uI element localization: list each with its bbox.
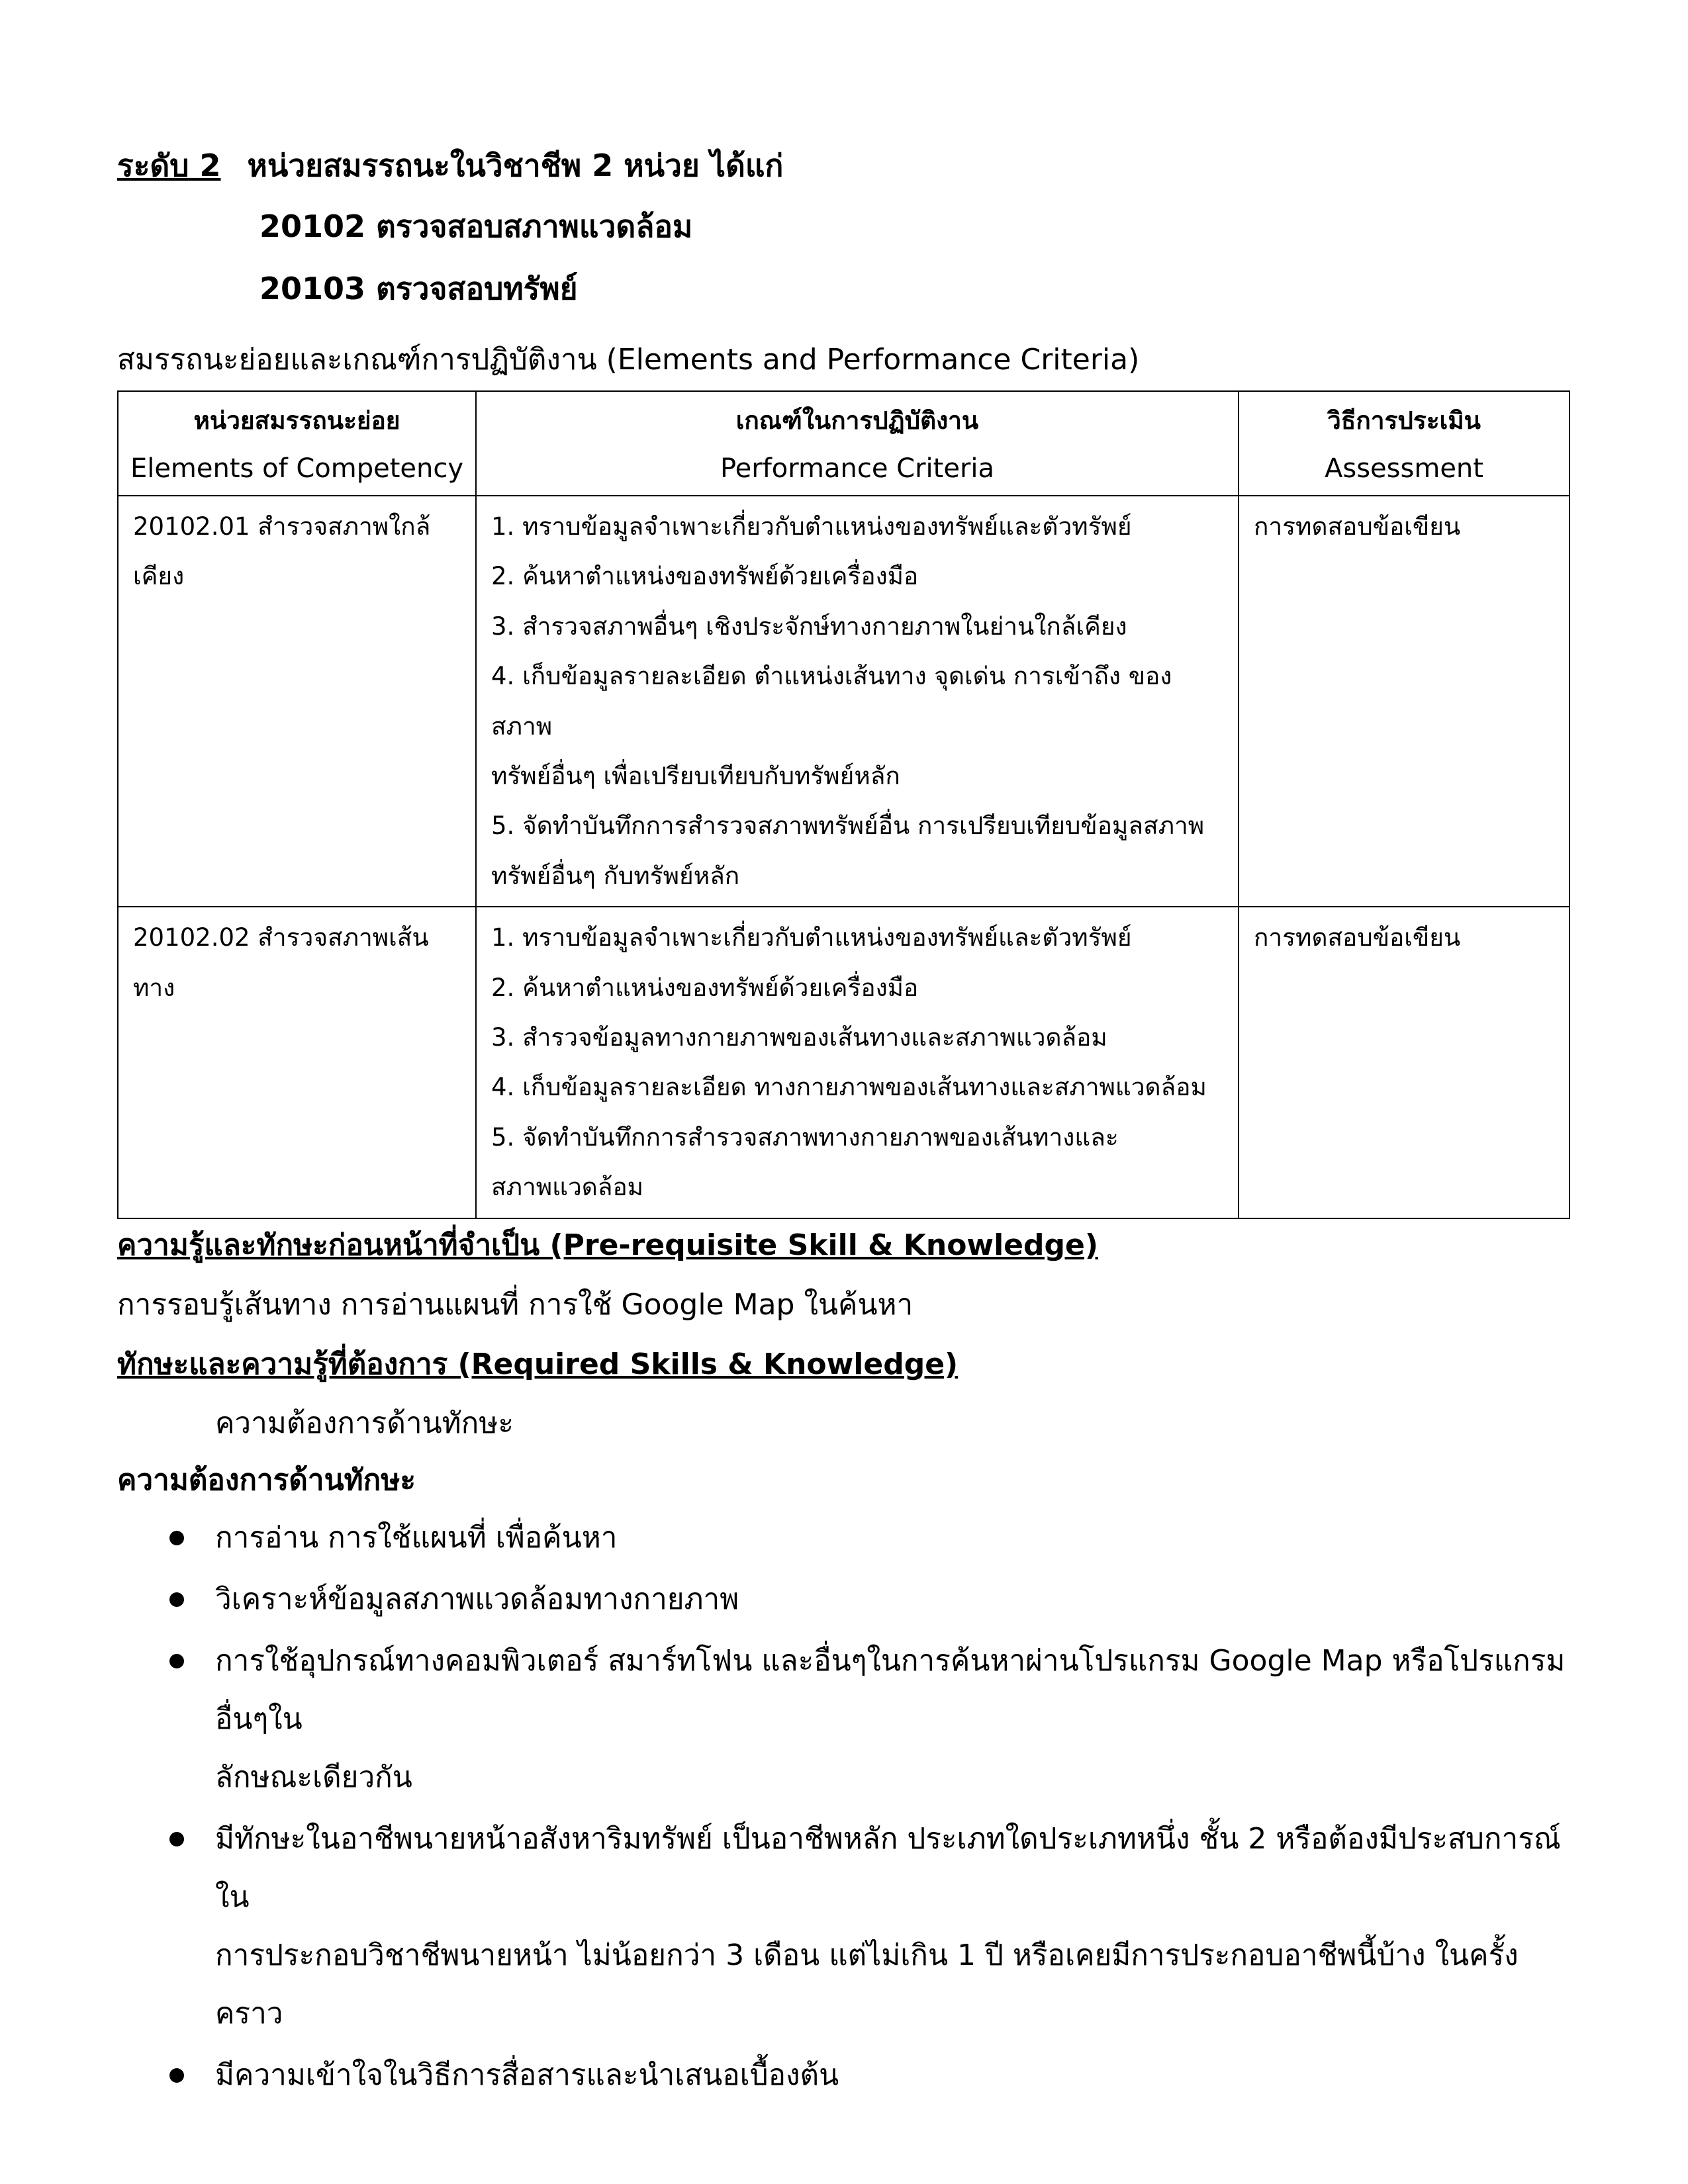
criteria-line: 4. เก็บข้อมูลรายละเอียด ทางกายภาพของเส้นทางและสภาพแวดล้อม — [491, 1073, 1207, 1102]
criteria-line: 2. ค้นหาตำแหน่งของทรัพย์ด้วยเครื่องมือ — [491, 562, 919, 591]
list-item-line: การอ่าน การใช้แผนที่ เพื่อค้นหา — [215, 1521, 618, 1555]
skills-heading: ความต้องการด้านทักษะ — [117, 1463, 416, 1497]
header-elements-th: หน่วยสมรรถนะย่อย — [193, 406, 400, 435]
table-row — [118, 496, 1570, 907]
unit-20102: 20102 ตรวจสอบสภาพแวดล้อม — [259, 208, 693, 244]
criteria-line: 3. สำรวจสภาพอื่นๆ เชิงประจักษ์ทางกายภาพในย่านใกล้เคียง — [491, 612, 1127, 641]
criteria-table — [117, 390, 1570, 1219]
list-item-line: มีทักษะในอาชีพนายหน้าอสังหาริมทรัพย์ เป็นอาชีพหลัก ประเภทใดประเภทหนึ่ง ชั้น 2 หรือต้องมีประสบการณ์ใน — [215, 1822, 1561, 1914]
header-assessment-th: วิธีการประเมิน — [1327, 406, 1481, 435]
header-elements — [118, 391, 476, 496]
criteria-line: ทรัพย์อื่นๆ กับทรัพย์หลัก — [491, 861, 740, 890]
criteria-line: 5. จัดทำบันทึกการสำรวจสภาพทางกายภาพของเส้นทางและ — [491, 1122, 1119, 1152]
header-criteria-th: เกณฑ์ในการปฏิบัติงาน — [735, 406, 979, 435]
list-item — [117, 2046, 1573, 2105]
bullet-icon — [169, 1531, 184, 1545]
assessment-cell — [1239, 496, 1570, 907]
list-item — [117, 1509, 1573, 1567]
criteria-line: 3. สำรวจข้อมูลทางกายภาพของเส้นทางและสภาพแวดล้อม — [491, 1023, 1107, 1052]
header-assessment-en: Assessment — [1325, 453, 1483, 484]
element-text: 20102.01 สำรวจสภาพใกล้เคียง — [133, 512, 431, 591]
level-heading — [117, 142, 783, 190]
list-item-line: มีความเข้าใจในวิธีการสื่อสารและนำเสนอเบื้องต้น — [215, 2058, 839, 2092]
list-item-line: การประกอบวิชาชีพนายหน้า ไม่น้อยกว่า 3 เดือน แต่ไม่เกิน 1 ปี หรือเคยมีการประกอบอาชีพนี้บ้าง ในครั้งคราว — [215, 1938, 1519, 2030]
criteria-line: ทรัพย์อื่นๆ เพื่อเปรียบเทียบกับทรัพย์หลัก — [491, 762, 900, 791]
prerequisite-heading: ความรู้และทักษะก่อนหน้าที่จำเป็น (Pre-requisite Skill & Knowledge) — [117, 1228, 1098, 1262]
element-text: 20102.02 สำรวจสภาพเส้นทาง — [133, 923, 429, 1002]
header-criteria-en: Performance Criteria — [720, 453, 995, 484]
assessment-text: การทดสอบข้อเขียน — [1254, 512, 1461, 541]
bullet-icon — [169, 2068, 184, 2083]
list-item — [117, 1570, 1573, 1629]
header-elements-en: Elements of Competency — [130, 453, 464, 484]
criteria-line: 1. ทราบข้อมูลจำเพาะเกี่ยวกับตำแหน่งของทรัพย์และตัวทรัพย์ — [491, 512, 1132, 541]
header-criteria — [476, 391, 1239, 496]
criteria-line: 4. เก็บข้อมูลรายละเอียด ตำแหน่งเส้นทาง จุดเด่น การเข้าถึง ของสภาพ — [491, 662, 1172, 741]
bullet-icon — [169, 1832, 184, 1846]
list-item-line: วิเคราะห์ข้อมูลสภาพแวดล้อมทางกายภาพ — [215, 1582, 739, 1616]
level-label: ระดับ 2 — [117, 148, 221, 183]
skills-list — [117, 1509, 1573, 2105]
elements-subtitle: สมรรถนะย่อยและเกณฑ์การปฏิบัติงาน (Elements and Performance Criteria) — [117, 343, 1140, 377]
assessment-text: การทดสอบข้อเขียน — [1254, 923, 1461, 952]
prerequisite-text: การรอบรู้เส้นทาง การอ่านแผนที่ การใช้ Google Map ในค้นหา — [117, 1288, 914, 1322]
criteria-line: 1. ทราบข้อมูลจำเพาะเกี่ยวกับตำแหน่งของทรัพย์และตัวทรัพย์ — [491, 923, 1132, 952]
criteria-line: สภาพแวดล้อม — [491, 1173, 644, 1202]
criteria-line: 2. ค้นหาตำแหน่งของทรัพย์ด้วยเครื่องมือ — [491, 973, 919, 1002]
required-skills-heading: ทักษะและความรู้ที่ต้องการ (Required Skills & Knowledge) — [117, 1347, 959, 1381]
required-skills-subheading: ความต้องการด้านทักษะ — [215, 1406, 514, 1440]
element-cell — [118, 496, 476, 907]
element-cell — [118, 907, 476, 1218]
level-text: หน่วยสมรรถนะในวิชาชีพ 2 หน่วย ได้แก่ — [247, 148, 784, 183]
header-assessment — [1239, 391, 1570, 496]
table-row — [118, 907, 1570, 1218]
table-header-row — [118, 391, 1570, 496]
list-item — [117, 1632, 1573, 1807]
assessment-cell — [1239, 907, 1570, 1218]
criteria-cell — [476, 496, 1239, 907]
criteria-line: 5. จัดทำบันทึกการสำรวจสภาพทรัพย์อื่น การเปรียบเทียบข้อมูลสภาพ — [491, 811, 1205, 841]
bullet-icon — [169, 1592, 184, 1607]
list-item — [117, 1810, 1573, 2043]
unit-20103: 20103 ตรวจสอบทรัพย์ — [259, 271, 578, 306]
list-item-line: การใช้อุปกรณ์ทางคอมพิวเตอร์ สมาร์ทโฟน และอื่นๆในการค้นหาผ่านโปรแกรม Google Map หรือโปรแกรมอื่นๆใน — [215, 1644, 1566, 1736]
list-item-line: ลักษณะเดียวกัน — [215, 1760, 412, 1794]
bullet-icon — [169, 1654, 184, 1668]
criteria-cell — [476, 907, 1239, 1218]
